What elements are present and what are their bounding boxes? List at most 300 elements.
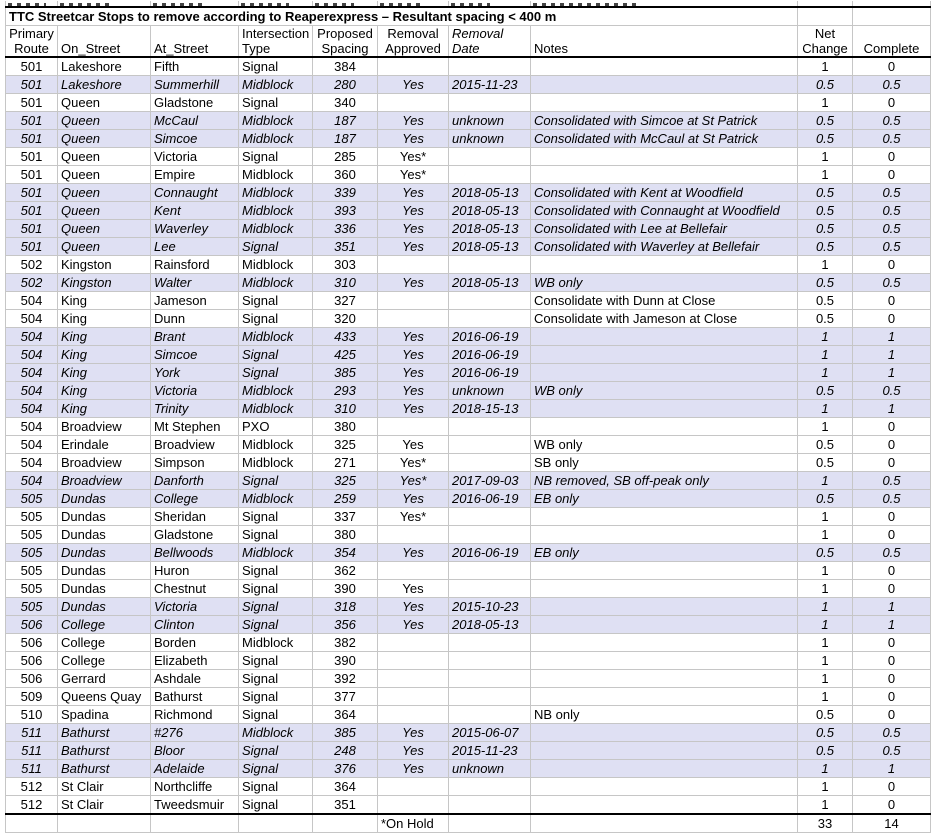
cell-removal-date[interactable] <box>449 94 531 112</box>
cell-primary-route[interactable]: 512 <box>6 796 58 815</box>
cell-proposed-spacing[interactable]: 390 <box>313 580 378 598</box>
cell-net-change[interactable]: 0.5 <box>798 220 853 238</box>
cell-complete[interactable]: 0 <box>853 670 931 688</box>
cell-primary-route[interactable]: 504 <box>6 346 58 364</box>
cell-at-street[interactable]: Victoria <box>151 148 239 166</box>
footer-empty-cell[interactable] <box>531 814 798 833</box>
cell-primary-route[interactable]: 506 <box>6 670 58 688</box>
cell-notes[interactable] <box>531 616 798 634</box>
cell-on-street[interactable]: Bathurst <box>58 724 151 742</box>
cell-removal-date[interactable]: 2016-06-19 <box>449 544 531 562</box>
cell-intersection-type[interactable]: Midblock <box>239 400 313 418</box>
cell-proposed-spacing[interactable]: 377 <box>313 688 378 706</box>
cell-intersection-type[interactable]: Signal <box>239 526 313 544</box>
cell-primary-route[interactable]: 504 <box>6 400 58 418</box>
cell-complete[interactable]: 0 <box>853 778 931 796</box>
cell-at-street[interactable]: Clinton <box>151 616 239 634</box>
cell-intersection-type[interactable]: Signal <box>239 796 313 815</box>
cell-removal-date[interactable]: 2016-06-19 <box>449 490 531 508</box>
cell-intersection-type[interactable]: Signal <box>239 292 313 310</box>
cell-removal-date[interactable] <box>449 652 531 670</box>
cell-complete[interactable]: 0 <box>853 634 931 652</box>
cell-notes[interactable]: Consolidated with McCaul at St Patrick <box>531 130 798 148</box>
cell-intersection-type[interactable]: Signal <box>239 688 313 706</box>
cell-removal-date[interactable] <box>449 454 531 472</box>
cell-on-street[interactable]: Bathurst <box>58 760 151 778</box>
cell-at-street[interactable]: Northcliffe <box>151 778 239 796</box>
cell-intersection-type[interactable]: Midblock <box>239 544 313 562</box>
cell-primary-route[interactable]: 506 <box>6 616 58 634</box>
cell-at-street[interactable]: Gladstone <box>151 94 239 112</box>
cell-net-change[interactable]: 1 <box>798 166 853 184</box>
title-row-empty-cell[interactable] <box>853 7 931 26</box>
cell-notes[interactable]: Consolidated with Connaught at Woodfield <box>531 202 798 220</box>
cell-at-street[interactable]: Brant <box>151 328 239 346</box>
cell-removal-approved[interactable]: Yes <box>378 346 449 364</box>
cell-proposed-spacing[interactable]: 376 <box>313 760 378 778</box>
cell-intersection-type[interactable]: Signal <box>239 778 313 796</box>
cell-removal-date[interactable] <box>449 166 531 184</box>
cell-at-street[interactable]: Rainsford <box>151 256 239 274</box>
cell-complete[interactable]: 0 <box>853 454 931 472</box>
cell-on-street[interactable]: Queen <box>58 112 151 130</box>
cell-at-street[interactable]: Connaught <box>151 184 239 202</box>
cell-removal-date[interactable]: 2017-09-03 <box>449 472 531 490</box>
cell-on-street[interactable]: Queen <box>58 184 151 202</box>
cell-primary-route[interactable]: 504 <box>6 472 58 490</box>
complete-total[interactable]: 14 <box>853 814 931 833</box>
cell-proposed-spacing[interactable]: 393 <box>313 202 378 220</box>
cell-removal-date[interactable] <box>449 796 531 815</box>
cell-removal-date[interactable]: 2016-06-19 <box>449 346 531 364</box>
cell-proposed-spacing[interactable]: 271 <box>313 454 378 472</box>
cell-removal-date[interactable] <box>449 292 531 310</box>
cell-notes[interactable] <box>531 598 798 616</box>
cell-on-street[interactable]: Bathurst <box>58 742 151 760</box>
cell-intersection-type[interactable]: Midblock <box>239 436 313 454</box>
cell-proposed-spacing[interactable]: 280 <box>313 76 378 94</box>
cell-removal-approved[interactable] <box>378 778 449 796</box>
cell-removal-date[interactable]: 2018-05-13 <box>449 238 531 256</box>
cell-removal-approved[interactable]: Yes <box>378 760 449 778</box>
cell-intersection-type[interactable]: Midblock <box>239 256 313 274</box>
cell-complete[interactable]: 0 <box>853 57 931 76</box>
cell-removal-approved[interactable]: Yes <box>378 202 449 220</box>
cell-at-street[interactable]: #276 <box>151 724 239 742</box>
cell-notes[interactable]: WB only <box>531 436 798 454</box>
cell-removal-approved[interactable] <box>378 526 449 544</box>
cell-primary-route[interactable]: 505 <box>6 580 58 598</box>
column-header-primary-route[interactable]: Primary Route <box>6 26 58 58</box>
cell-net-change[interactable]: 0.5 <box>798 310 853 328</box>
cell-primary-route[interactable]: 504 <box>6 436 58 454</box>
cell-on-street[interactable]: King <box>58 400 151 418</box>
cell-net-change[interactable]: 0.5 <box>798 274 853 292</box>
cell-complete[interactable]: 1 <box>853 598 931 616</box>
cell-intersection-type[interactable]: Midblock <box>239 130 313 148</box>
cell-primary-route[interactable]: 501 <box>6 112 58 130</box>
cell-net-change[interactable]: 1 <box>798 562 853 580</box>
cell-intersection-type[interactable]: Signal <box>239 670 313 688</box>
cell-at-street[interactable]: York <box>151 364 239 382</box>
cell-primary-route[interactable]: 504 <box>6 454 58 472</box>
cell-primary-route[interactable]: 511 <box>6 760 58 778</box>
cell-at-street[interactable]: Bellwoods <box>151 544 239 562</box>
column-header-intersection-type[interactable]: Intersection Type <box>239 26 313 58</box>
cell-primary-route[interactable]: 505 <box>6 598 58 616</box>
cell-removal-date[interactable] <box>449 580 531 598</box>
cell-on-street[interactable]: Lakeshore <box>58 57 151 76</box>
cell-notes[interactable]: Consolidated with Simcoe at St Patrick <box>531 112 798 130</box>
cell-proposed-spacing[interactable]: 390 <box>313 652 378 670</box>
cell-complete[interactable]: 0.5 <box>853 202 931 220</box>
cell-at-street[interactable]: Dunn <box>151 310 239 328</box>
cell-notes[interactable]: EB only <box>531 544 798 562</box>
cell-on-street[interactable]: Lakeshore <box>58 76 151 94</box>
cell-removal-date[interactable]: unknown <box>449 760 531 778</box>
cell-on-street[interactable]: King <box>58 364 151 382</box>
cell-primary-route[interactable]: 504 <box>6 382 58 400</box>
cell-on-street[interactable]: St Clair <box>58 778 151 796</box>
cell-primary-route[interactable]: 501 <box>6 130 58 148</box>
cell-complete[interactable]: 0 <box>853 526 931 544</box>
cell-primary-route[interactable]: 504 <box>6 310 58 328</box>
cell-on-street[interactable]: Spadina <box>58 706 151 724</box>
cell-complete[interactable]: 1 <box>853 616 931 634</box>
column-header-removal-approved[interactable]: Removal Approved <box>378 26 449 58</box>
cell-proposed-spacing[interactable]: 360 <box>313 166 378 184</box>
footer-empty-cell[interactable] <box>239 814 313 833</box>
cell-notes[interactable] <box>531 796 798 815</box>
cell-notes[interactable] <box>531 364 798 382</box>
cell-removal-date[interactable] <box>449 706 531 724</box>
cell-proposed-spacing[interactable]: 310 <box>313 400 378 418</box>
cell-removal-date[interactable]: 2015-11-23 <box>449 76 531 94</box>
cell-proposed-spacing[interactable]: 325 <box>313 472 378 490</box>
cell-removal-approved[interactable]: Yes <box>378 544 449 562</box>
cell-notes[interactable] <box>531 148 798 166</box>
cell-on-street[interactable]: Broadview <box>58 418 151 436</box>
cell-at-street[interactable]: Richmond <box>151 706 239 724</box>
footer-empty-cell[interactable] <box>58 814 151 833</box>
cell-net-change[interactable]: 1 <box>798 57 853 76</box>
cell-intersection-type[interactable]: Midblock <box>239 382 313 400</box>
cell-removal-date[interactable]: 2018-15-13 <box>449 400 531 418</box>
cell-intersection-type[interactable]: Signal <box>239 238 313 256</box>
cell-on-street[interactable]: Dundas <box>58 598 151 616</box>
cell-net-change[interactable]: 0.5 <box>798 436 853 454</box>
cell-proposed-spacing[interactable]: 303 <box>313 256 378 274</box>
cell-at-street[interactable]: Walter <box>151 274 239 292</box>
cell-primary-route[interactable]: 501 <box>6 57 58 76</box>
cell-notes[interactable]: NB removed, SB off-peak only <box>531 472 798 490</box>
cell-intersection-type[interactable]: Midblock <box>239 202 313 220</box>
cell-complete[interactable]: 0 <box>853 292 931 310</box>
column-header-at-street[interactable]: At_Street <box>151 26 239 58</box>
cell-on-street[interactable]: Kingston <box>58 256 151 274</box>
cell-notes[interactable] <box>531 670 798 688</box>
cell-net-change[interactable]: 1 <box>798 652 853 670</box>
column-header-removal-date[interactable]: Removal Date <box>449 26 531 58</box>
cell-on-street[interactable]: Dundas <box>58 562 151 580</box>
cell-primary-route[interactable]: 512 <box>6 778 58 796</box>
cell-primary-route[interactable]: 509 <box>6 688 58 706</box>
cell-primary-route[interactable]: 511 <box>6 742 58 760</box>
cell-at-street[interactable]: Trinity <box>151 400 239 418</box>
column-header-proposed-spacing[interactable]: Proposed Spacing <box>313 26 378 58</box>
cell-net-change[interactable]: 1 <box>798 328 853 346</box>
cell-proposed-spacing[interactable]: 351 <box>313 796 378 815</box>
cell-notes[interactable] <box>531 346 798 364</box>
cell-notes[interactable] <box>531 634 798 652</box>
cell-on-street[interactable]: Dundas <box>58 580 151 598</box>
cell-net-change[interactable]: 0.5 <box>798 292 853 310</box>
cell-proposed-spacing[interactable]: 392 <box>313 670 378 688</box>
cell-intersection-type[interactable]: Signal <box>239 364 313 382</box>
cell-removal-approved[interactable]: Yes <box>378 382 449 400</box>
cell-proposed-spacing[interactable]: 385 <box>313 724 378 742</box>
cell-complete[interactable]: 0 <box>853 94 931 112</box>
cell-complete[interactable]: 0 <box>853 256 931 274</box>
cell-proposed-spacing[interactable]: 320 <box>313 310 378 328</box>
column-header-on-street[interactable]: On_Street <box>58 26 151 58</box>
cell-complete[interactable]: 0 <box>853 706 931 724</box>
cell-proposed-spacing[interactable]: 433 <box>313 328 378 346</box>
cell-primary-route[interactable]: 501 <box>6 148 58 166</box>
cell-net-change[interactable]: 1 <box>798 256 853 274</box>
cell-primary-route[interactable]: 502 <box>6 256 58 274</box>
cell-at-street[interactable]: Victoria <box>151 598 239 616</box>
cell-proposed-spacing[interactable]: 362 <box>313 562 378 580</box>
cell-removal-approved[interactable]: Yes* <box>378 508 449 526</box>
cell-net-change[interactable]: 1 <box>798 760 853 778</box>
cell-removal-approved[interactable]: Yes <box>378 724 449 742</box>
cell-primary-route[interactable]: 501 <box>6 220 58 238</box>
cell-removal-approved[interactable]: Yes <box>378 274 449 292</box>
cell-notes[interactable] <box>531 418 798 436</box>
cell-complete[interactable]: 0.5 <box>853 472 931 490</box>
cell-intersection-type[interactable]: Midblock <box>239 220 313 238</box>
cell-at-street[interactable]: Summerhill <box>151 76 239 94</box>
cell-on-street[interactable]: Gerrard <box>58 670 151 688</box>
cell-removal-date[interactable] <box>449 418 531 436</box>
cell-notes[interactable]: Consolidated with Lee at Bellefair <box>531 220 798 238</box>
column-header-net-change[interactable]: Net Change <box>798 26 853 58</box>
cell-notes[interactable]: WB only <box>531 274 798 292</box>
cell-removal-date[interactable] <box>449 688 531 706</box>
cell-net-change[interactable]: 0.5 <box>798 742 853 760</box>
cell-notes[interactable]: WB only <box>531 382 798 400</box>
cell-net-change[interactable]: 1 <box>798 796 853 815</box>
cell-removal-date[interactable]: unknown <box>449 112 531 130</box>
cell-proposed-spacing[interactable]: 380 <box>313 526 378 544</box>
cell-net-change[interactable]: 0.5 <box>798 724 853 742</box>
cell-on-street[interactable]: King <box>58 310 151 328</box>
cell-complete[interactable]: 0 <box>853 310 931 328</box>
footer-empty-cell[interactable] <box>6 814 58 833</box>
cell-removal-date[interactable] <box>449 634 531 652</box>
cell-notes[interactable]: Consolidate with Jameson at Close <box>531 310 798 328</box>
column-header-complete[interactable]: Complete <box>853 26 931 58</box>
cell-notes[interactable] <box>531 508 798 526</box>
cell-removal-date[interactable] <box>449 148 531 166</box>
cell-notes[interactable]: Consolidate with Dunn at Close <box>531 292 798 310</box>
cell-on-street[interactable]: Queen <box>58 220 151 238</box>
cell-net-change[interactable]: 0.5 <box>798 490 853 508</box>
cell-removal-approved[interactable] <box>378 292 449 310</box>
cell-intersection-type[interactable]: Midblock <box>239 490 313 508</box>
cell-intersection-type[interactable]: Signal <box>239 310 313 328</box>
cell-removal-approved[interactable]: Yes <box>378 238 449 256</box>
cell-at-street[interactable]: McCaul <box>151 112 239 130</box>
cell-proposed-spacing[interactable]: 364 <box>313 706 378 724</box>
cell-intersection-type[interactable]: Signal <box>239 616 313 634</box>
cell-at-street[interactable]: Empire <box>151 166 239 184</box>
cell-removal-approved[interactable]: Yes <box>378 220 449 238</box>
cell-intersection-type[interactable]: Signal <box>239 580 313 598</box>
cell-proposed-spacing[interactable]: 356 <box>313 616 378 634</box>
cell-notes[interactable]: EB only <box>531 490 798 508</box>
cell-on-street[interactable]: King <box>58 346 151 364</box>
cell-intersection-type[interactable]: PXO <box>239 418 313 436</box>
cell-removal-approved[interactable] <box>378 688 449 706</box>
cell-proposed-spacing[interactable]: 337 <box>313 508 378 526</box>
cell-removal-approved[interactable]: Yes* <box>378 454 449 472</box>
cell-removal-approved[interactable]: Yes* <box>378 472 449 490</box>
cell-intersection-type[interactable]: Midblock <box>239 328 313 346</box>
cell-removal-approved[interactable]: Yes* <box>378 148 449 166</box>
cell-proposed-spacing[interactable]: 354 <box>313 544 378 562</box>
cell-intersection-type[interactable]: Signal <box>239 148 313 166</box>
cell-net-change[interactable]: 0.5 <box>798 238 853 256</box>
cell-removal-approved[interactable]: Yes <box>378 598 449 616</box>
cell-primary-route[interactable]: 501 <box>6 76 58 94</box>
cell-proposed-spacing[interactable]: 380 <box>313 418 378 436</box>
cell-removal-approved[interactable] <box>378 418 449 436</box>
cell-removal-date[interactable] <box>449 256 531 274</box>
cell-primary-route[interactable]: 506 <box>6 652 58 670</box>
cell-removal-approved[interactable]: Yes <box>378 76 449 94</box>
cell-removal-date[interactable]: 2015-06-07 <box>449 724 531 742</box>
cell-notes[interactable] <box>531 580 798 598</box>
cell-on-street[interactable]: Queens Quay <box>58 688 151 706</box>
cell-net-change[interactable]: 1 <box>798 580 853 598</box>
cell-notes[interactable] <box>531 400 798 418</box>
cell-intersection-type[interactable]: Midblock <box>239 634 313 652</box>
cell-proposed-spacing[interactable]: 310 <box>313 274 378 292</box>
cell-at-street[interactable]: College <box>151 490 239 508</box>
cell-on-street[interactable]: Dundas <box>58 544 151 562</box>
cell-removal-approved[interactable] <box>378 796 449 815</box>
cell-complete[interactable]: 1 <box>853 364 931 382</box>
cell-intersection-type[interactable]: Signal <box>239 472 313 490</box>
cell-removal-date[interactable] <box>449 526 531 544</box>
cell-removal-approved[interactable] <box>378 670 449 688</box>
cell-complete[interactable]: 0 <box>853 418 931 436</box>
cell-removal-date[interactable]: 2018-05-13 <box>449 220 531 238</box>
cell-complete[interactable]: 0.5 <box>853 130 931 148</box>
cell-at-street[interactable]: Borden <box>151 634 239 652</box>
cell-intersection-type[interactable]: Signal <box>239 598 313 616</box>
footer-empty-cell[interactable] <box>151 814 239 833</box>
cell-net-change[interactable]: 1 <box>798 688 853 706</box>
cell-notes[interactable] <box>531 688 798 706</box>
cell-notes[interactable] <box>531 256 798 274</box>
on-hold-note[interactable]: *On Hold <box>378 814 449 833</box>
cell-notes[interactable] <box>531 760 798 778</box>
cell-notes[interactable] <box>531 562 798 580</box>
cell-complete[interactable]: 0 <box>853 508 931 526</box>
title-row-empty-cell[interactable] <box>798 7 853 26</box>
cell-complete[interactable]: 0.5 <box>853 724 931 742</box>
cell-complete[interactable]: 0 <box>853 436 931 454</box>
cell-intersection-type[interactable]: Signal <box>239 760 313 778</box>
cell-complete[interactable]: 0 <box>853 562 931 580</box>
cell-removal-approved[interactable]: Yes <box>378 580 449 598</box>
cell-intersection-type[interactable]: Signal <box>239 57 313 76</box>
cell-at-street[interactable]: Tweedsmuir <box>151 796 239 815</box>
cell-on-street[interactable]: Queen <box>58 202 151 220</box>
cell-at-street[interactable]: Victoria <box>151 382 239 400</box>
cell-proposed-spacing[interactable]: 187 <box>313 130 378 148</box>
column-header-notes[interactable]: Notes <box>531 26 798 58</box>
cell-removal-approved[interactable]: Yes <box>378 328 449 346</box>
cell-at-street[interactable]: Fifth <box>151 57 239 76</box>
cell-primary-route[interactable]: 504 <box>6 328 58 346</box>
cell-removal-approved[interactable]: Yes <box>378 184 449 202</box>
cell-net-change[interactable]: 1 <box>798 346 853 364</box>
cell-on-street[interactable]: Queen <box>58 130 151 148</box>
cell-notes[interactable] <box>531 724 798 742</box>
cell-removal-date[interactable] <box>449 436 531 454</box>
cell-net-change[interactable]: 1 <box>798 670 853 688</box>
cell-proposed-spacing[interactable]: 340 <box>313 94 378 112</box>
cell-primary-route[interactable]: 501 <box>6 166 58 184</box>
cell-primary-route[interactable]: 502 <box>6 274 58 292</box>
cell-notes[interactable] <box>531 778 798 796</box>
cell-removal-approved[interactable] <box>378 310 449 328</box>
cell-on-street[interactable]: College <box>58 634 151 652</box>
cell-proposed-spacing[interactable]: 364 <box>313 778 378 796</box>
cell-removal-date[interactable] <box>449 670 531 688</box>
cell-removal-approved[interactable]: Yes <box>378 490 449 508</box>
cell-proposed-spacing[interactable]: 351 <box>313 238 378 256</box>
cell-primary-route[interactable]: 505 <box>6 562 58 580</box>
cell-net-change[interactable]: 0.5 <box>798 454 853 472</box>
cell-net-change[interactable]: 1 <box>798 418 853 436</box>
cell-net-change[interactable]: 0.5 <box>798 130 853 148</box>
cell-notes[interactable] <box>531 57 798 76</box>
cell-net-change[interactable]: 1 <box>798 508 853 526</box>
cell-removal-approved[interactable]: Yes <box>378 130 449 148</box>
cell-net-change[interactable]: 0.5 <box>798 706 853 724</box>
cell-removal-date[interactable]: 2018-05-13 <box>449 616 531 634</box>
cell-complete[interactable]: 0 <box>853 580 931 598</box>
cell-complete[interactable]: 0.5 <box>853 76 931 94</box>
cell-intersection-type[interactable]: Midblock <box>239 76 313 94</box>
cell-net-change[interactable]: 1 <box>798 472 853 490</box>
cell-at-street[interactable]: Kent <box>151 202 239 220</box>
cell-proposed-spacing[interactable]: 248 <box>313 742 378 760</box>
cell-proposed-spacing[interactable]: 318 <box>313 598 378 616</box>
cell-complete[interactable]: 0.5 <box>853 238 931 256</box>
cell-removal-date[interactable]: unknown <box>449 130 531 148</box>
cell-complete[interactable]: 0 <box>853 688 931 706</box>
cell-complete[interactable]: 0.5 <box>853 490 931 508</box>
cell-complete[interactable]: 0.5 <box>853 112 931 130</box>
cell-removal-approved[interactable] <box>378 256 449 274</box>
cell-complete[interactable]: 0.5 <box>853 184 931 202</box>
